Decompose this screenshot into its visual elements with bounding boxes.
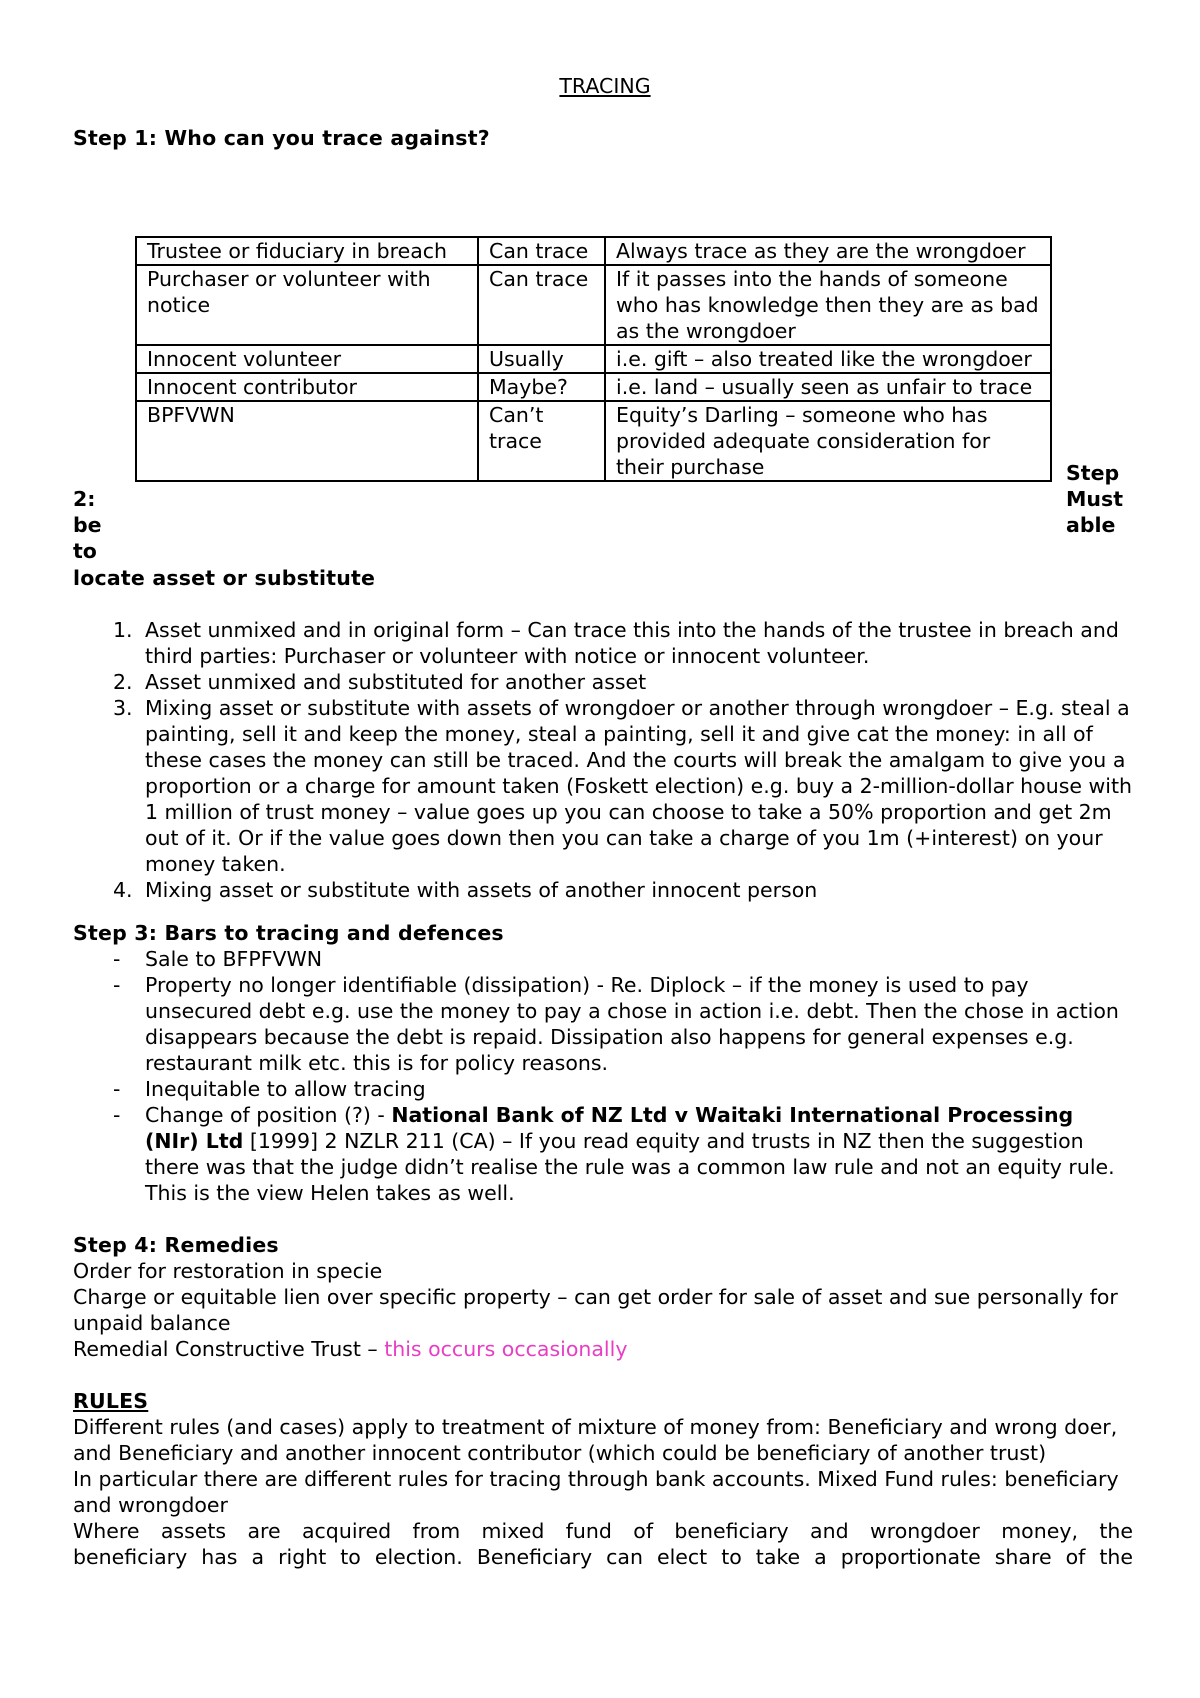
note-cell: If it passes into the hands of someone who has knowledge then they are as bad as the wrongdoer [605, 265, 1051, 345]
heading-fragment: to [73, 539, 97, 563]
paragraph-line: beneficiary has a right to election. Beneficiary can elect to take a proportionate share of the [73, 1545, 1133, 1569]
who-cell: Innocent contributor [136, 373, 478, 401]
step3-heading: Step 3: Bars to tracing and defences [73, 921, 504, 945]
can-cell: Can trace [478, 237, 605, 265]
trace-table [135, 236, 1052, 482]
can-cell: Can’t trace [478, 401, 605, 481]
step2-heading-fragment-left [73, 486, 102, 564]
list-item: - Inequitable to allow tracing [113, 1077, 426, 1101]
note-cell: i.e. land – usually seen as unfair to trace [605, 373, 1051, 401]
list-item: - Change of position (?) - National Bank of NZ Ltd v Waitaki International Processing (NIr) Ltd [1999] 2 NZLR 211 (CA) – If you read equity and trusts in NZ then the suggestion there was that the judge didn’t realise the rule was a common law rule and not an equity rule. This is the view Helen takes as well. [113, 1103, 1115, 1205]
heading-fragment: 2: [73, 487, 96, 511]
list-item: 1. Asset unmixed and in original form – Can trace this into the hands of the trustee in breach and third parties: Purchaser or volunteer with notice or innocent volunteer. [113, 618, 1119, 668]
heading-fragment: able [1066, 513, 1116, 537]
paragraph-line: Where assets are acquired from mixed fund of beneficiary and wrongdoer money, the [73, 1519, 1133, 1543]
case-description: [1999] 2 NZLR 211 (CA) – If you read equity and trusts in NZ then the suggestion there was that the judge didn’t realise the rule was a common law rule and not an equity rule. This is the view Helen takes as well. [145, 1129, 1115, 1205]
case-citation: National Bank of NZ Ltd v Waitaki International Processing (NIr) Ltd [145, 1103, 1074, 1153]
heading-fragment: Must [1066, 487, 1123, 511]
list-item: 2. Asset unmixed and substituted for another asset [113, 670, 647, 694]
remedy-line: Order for restoration in specie [73, 1259, 383, 1283]
table-row [136, 345, 1051, 373]
who-cell: Trustee or fiduciary in breach [136, 237, 478, 265]
step2-list [73, 617, 1133, 903]
highlighted-note: this occurs occasionally [384, 1337, 628, 1361]
note-cell: Always trace as they are the wrongdoer [605, 237, 1051, 265]
who-cell: Purchaser or volunteer with notice [136, 265, 478, 345]
heading-fragment: Step [1066, 461, 1120, 485]
list-item: - Sale to BFPFVWN [113, 947, 323, 971]
step1-heading: Step 1: Who can you trace against? [73, 126, 490, 150]
list-item: 4. Mixing asset or substitute with assets of another innocent person [113, 878, 818, 902]
heading-fragment: be [73, 513, 102, 537]
page-title: TRACING [559, 74, 651, 98]
table-row [136, 265, 1051, 345]
paragraph: Different rules (and cases) apply to treatment of mixture of money from: Beneficiary and wrong doer, and Beneficiary and another innocent contributor (which could be beneficiary of another trust) [73, 1415, 1118, 1465]
can-cell: Usually [478, 345, 605, 373]
table-row [136, 373, 1051, 401]
step2-heading-continuation: locate asset or substitute [73, 566, 376, 590]
change-of-position-label: Change of position (?) - [145, 1103, 392, 1127]
can-cell: Can trace [478, 265, 605, 345]
remedy-line: Charge or equitable lien over specific property – can get order for sale of asset and sue personally for unpaid balance [73, 1285, 1118, 1335]
step4-heading: Step 4: Remedies [73, 1233, 279, 1257]
table-row [136, 237, 1051, 265]
step3-list [73, 946, 1133, 1206]
paragraph: In particular there are different rules for tracing through bank accounts. Mixed Fund rules: beneficiary and wrongdoer [73, 1467, 1119, 1517]
list-item: 3. Mixing asset or substitute with assets of wrongdoer or another through wrongdoer – E.g. steal a painting, sell it and keep the money, steal a painting, sell it and give cat the money: in all of these cases the money can still be traced. And the courts will break the amalgam to give you a proportion or a charge for amount taken (Foskett election) e.g. buy a 2-million-dollar house with 1 million of trust money – value goes up you can choose to take a 50% proportion and get 2m out of it. Or if the value goes down then you can take a charge of you 1m (+interest) on your money taken. [113, 696, 1132, 876]
remedies-text [73, 1258, 1133, 1362]
rules-text [73, 1414, 1133, 1570]
table-row [136, 401, 1051, 481]
step2-heading-fragment-right [1066, 460, 1123, 538]
note-cell: i.e. gift – also treated like the wrongdoer [605, 345, 1051, 373]
remedy-line: Remedial Constructive Trust – this occurs occasionally [73, 1337, 628, 1361]
rules-heading: RULES [73, 1389, 149, 1413]
note-cell: Equity’s Darling – someone who has provided adequate consideration for their purchase [605, 401, 1051, 481]
can-cell: Maybe? [478, 373, 605, 401]
list-item: - Property no longer identifiable (dissipation) - Re. Diplock – if the money is used to pay unsecured debt e.g. use the money to pay a chose in action i.e. debt. Then the chose in action disappears because the debt is repaid. Dissipation also happens for general expenses e.g. restaurant milk etc. this is for policy reasons. [113, 973, 1119, 1075]
who-cell: BPFVWN [136, 401, 478, 481]
who-cell: Innocent volunteer [136, 345, 478, 373]
